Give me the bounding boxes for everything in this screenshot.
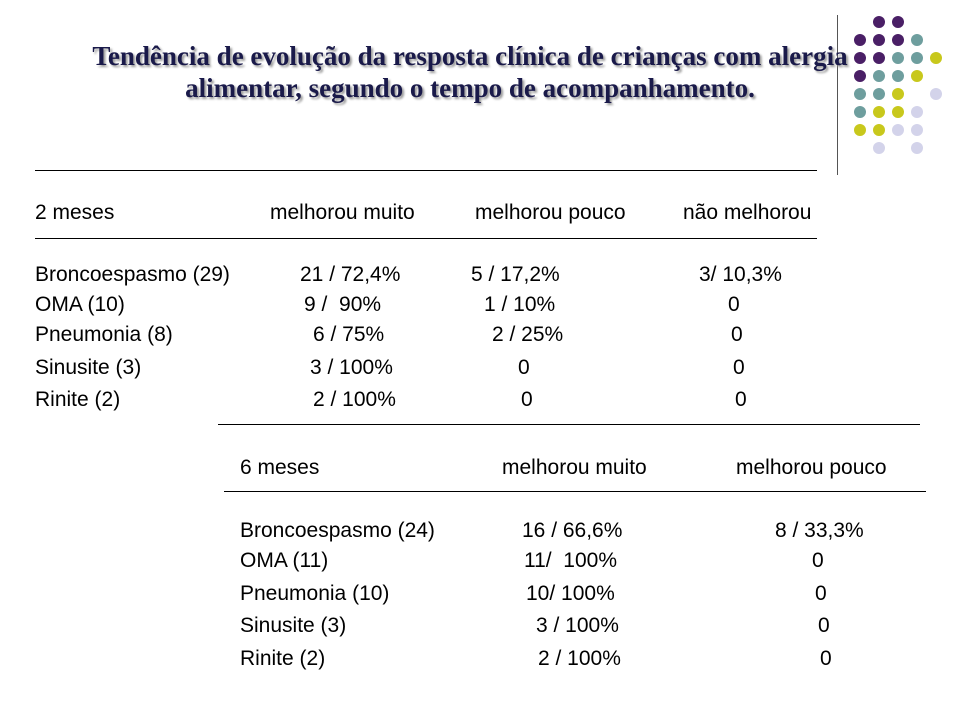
table6-header-melhorou-muito: melhorou muito <box>502 456 647 479</box>
table6-header-rule <box>224 491 926 492</box>
table2-row-c3: 0 <box>735 388 747 411</box>
table6-row-label: Broncoespasmo (24) <box>240 519 435 542</box>
table2-row-c2: 0 <box>518 356 530 379</box>
table2-period: 2 meses <box>35 201 115 224</box>
page-title: Tendência de evolução da resposta clínica de crianças com alergia alimentar, segundo o tempo de acompanhamento. <box>92 41 848 103</box>
table6-row-c1: 11/ 100% <box>524 549 618 572</box>
table6-row-label: Rinite (2) <box>240 647 326 670</box>
table2-row-c1: 9 / 90% <box>304 293 382 316</box>
table2-row-label: Pneumonia (8) <box>35 323 173 346</box>
table2-row-label: Sinusite (3) <box>35 356 142 379</box>
table6-row-label: Pneumonia (10) <box>240 582 390 605</box>
table2-row-c2: 2 / 25% <box>492 323 564 346</box>
table2-header-nao-melhorou: não melhorou <box>683 201 812 224</box>
table2-row-c3: 0 <box>733 356 745 379</box>
table6-row-c1: 3 / 100% <box>536 614 619 637</box>
table2-row-label: Rinite (2) <box>35 388 121 411</box>
table2-row-c3: 0 <box>731 323 743 346</box>
table2-top-rule <box>35 170 817 171</box>
table2-row-c3: 0 <box>728 293 740 316</box>
table2-row-c1: 6 / 75% <box>313 323 385 346</box>
table2-row-c2: 0 <box>521 388 533 411</box>
table6-row-c1: 10/ 100% <box>526 582 615 605</box>
table6-period: 6 meses <box>240 456 320 479</box>
table6-row-c1: 16 / 66,6% <box>522 519 623 542</box>
table6-row-c1: 2 / 100% <box>538 647 621 670</box>
table2-header-rule <box>35 238 817 239</box>
table2-header-melhorou-pouco: melhorou pouco <box>475 201 626 224</box>
table6-row-c2: 0 <box>818 614 830 637</box>
table2-row-c1: 21 / 72,4% <box>300 263 401 286</box>
table6-row-c2: 8 / 33,3% <box>775 519 864 542</box>
table2-row-c2: 1 / 10% <box>484 293 556 316</box>
table2-row-c2: 5 / 17,2% <box>471 263 560 286</box>
table2-row-c1: 3 / 100% <box>310 356 393 379</box>
table2-row-label: OMA (10) <box>35 293 125 316</box>
table6-row-label: Sinusite (3) <box>240 614 347 637</box>
table6-row-c2: 0 <box>815 582 827 605</box>
table2-header-melhorou-muito: melhorou muito <box>270 201 415 224</box>
table6-row-label: OMA (11) <box>240 549 329 572</box>
lavender-dots <box>873 88 942 154</box>
table2-row-c3: 3/ 10,3% <box>699 263 782 286</box>
table6-row-c2: 0 <box>812 549 824 572</box>
table6-header-melhorou-pouco: melhorou pouco <box>736 456 887 479</box>
table2-row-label: Broncoespasmo (29) <box>35 263 230 286</box>
table6-top-rule <box>218 424 920 425</box>
table2-row-c1: 2 / 100% <box>313 388 396 411</box>
table6-row-c2: 0 <box>820 647 832 670</box>
